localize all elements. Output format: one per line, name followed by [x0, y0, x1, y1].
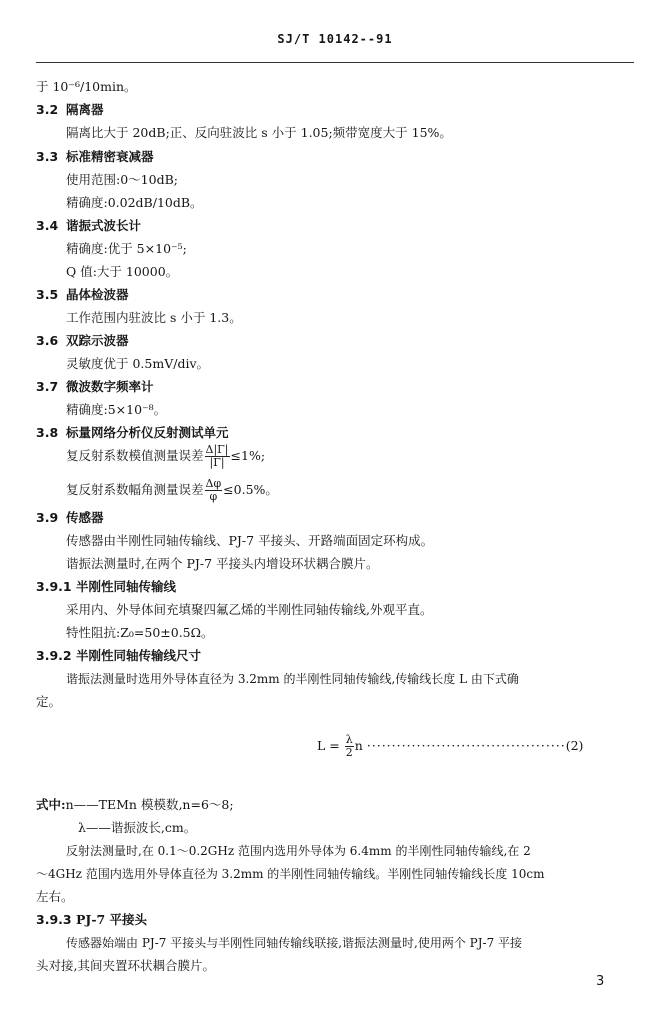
dot-leader: ········································: [366, 738, 566, 753]
section-heading-3-2: [36, 101, 104, 119]
text-fragment: ≤0.5%。: [223, 482, 278, 497]
section-title: 双踪示波器: [66, 333, 129, 348]
section-heading-3-4: [36, 217, 141, 235]
section-number: 3.9.1: [36, 579, 72, 594]
formula-2: [317, 734, 583, 759]
text-line: 左右。: [36, 889, 74, 904]
section-title: PJ-7 平接头: [76, 912, 148, 927]
fraction-denominator: φ: [209, 490, 218, 503]
section-title: 隔离器: [66, 102, 104, 117]
magnitude-error-line: [66, 442, 265, 470]
standard-code-header: SJ/T 10142--91: [277, 32, 393, 46]
section-number: 3.8: [36, 425, 59, 440]
section-number: 3.6: [36, 333, 59, 348]
fraction-denominator: |Γ|: [209, 456, 225, 469]
text-line: 头对接,其间夹置环状耦合膜片。: [36, 958, 215, 973]
section-heading-3-9-3: [36, 911, 147, 929]
text-line: 传感器由半刚性同轴传输线、PJ-7 平接头、开路端面固定环构成。: [66, 533, 434, 548]
section-number: 3.7: [36, 379, 59, 394]
section-heading-3-5: [36, 286, 129, 304]
text-line: 使用范围:0～10dB;: [66, 172, 178, 187]
section-title: 半刚性同轴传输线尺寸: [76, 648, 202, 663]
text-line: 谐振法测量时,在两个 PJ-7 平接头内增设环状耦合膜片。: [66, 556, 379, 571]
section-number: 3.9.3: [36, 912, 72, 927]
section-number: 3.5: [36, 287, 59, 302]
text-line: 采用内、外导体间充填聚四氟乙烯的半刚性同轴传输线,外观平直。: [66, 602, 433, 617]
section-title: 传感器: [66, 510, 104, 525]
section-title: 标准精密衰减器: [66, 149, 154, 164]
text-line: 反射法测量时,在 0.1～0.2GHz 范围内选用外导体为 6.4mm 的半刚性同轴传输线,在 2: [66, 844, 531, 858]
fraction-numerator: λ: [345, 733, 353, 746]
section-heading-3-3: [36, 148, 154, 166]
text-fragment: ≤1%;: [230, 448, 266, 463]
section-number: 3.9: [36, 510, 59, 525]
formula-number: (2): [565, 738, 584, 753]
text-line: Q 值:大于 10000。: [66, 264, 179, 279]
text-line: 传感器始端由 PJ-7 平接头与半刚性同轴传输线联接,谐振法测量时,使用两个 PJ-7 平接: [66, 936, 523, 950]
text-fragment: n——TEMn 模模数,n=6～8;: [65, 797, 234, 812]
section-heading-3-9-1: [36, 578, 176, 596]
fraction-numerator: Δφ: [205, 477, 222, 490]
section-title: 谐振式波长计: [66, 218, 142, 233]
section-heading-3-9: [36, 509, 104, 527]
text-line: 灵敏度优于 0.5mV/div。: [66, 356, 210, 371]
text-line: 精确度:优于 5×10⁻⁵;: [66, 241, 187, 256]
section-heading-3-9-2: [36, 647, 201, 665]
text-fragment: 复反射系数模值测量误差: [66, 448, 204, 463]
fraction: [205, 444, 230, 469]
section-number: 3.3: [36, 149, 59, 164]
section-number: 3.9.2: [36, 648, 72, 663]
text-line: 谐振法测量时选用外导体直径为 3.2mm 的半刚性同轴传输线,传输线长度 L 由下式确: [66, 672, 519, 686]
phase-error-line: [66, 476, 278, 504]
fraction: [345, 734, 354, 759]
fraction-denominator: 2: [345, 746, 353, 759]
section-title: 半刚性同轴传输线: [76, 579, 177, 594]
fraction: [205, 478, 223, 503]
section-heading-3-8: [36, 424, 229, 442]
formula-lhs: L =: [317, 738, 340, 753]
section-title: 晶体检波器: [66, 287, 129, 302]
section-title: 标量网络分析仪反射测试单元: [66, 425, 229, 440]
text-line: 精确度:5×10⁻⁸。: [66, 402, 167, 417]
text-line: ～4GHz 范围内选用外导体直径为 3.2mm 的半刚性同轴传输线。半刚性同轴传输线长度 10cm: [36, 867, 545, 881]
text-line: 隔离比大于 20dB;正、反向驻波比 s 小于 1.05;频带宽度大于 15%。: [66, 125, 452, 140]
section-number: 3.4: [36, 218, 59, 233]
section-heading-3-6: [36, 332, 129, 350]
text-line: 定。: [36, 694, 62, 709]
section-title: 微波数字频率计: [66, 379, 154, 394]
page-number: 3: [596, 974, 605, 989]
text-line: 精确度:0.02dB/10dB。: [66, 195, 203, 210]
text-line: 特性阻抗:Z₀=50±0.5Ω。: [66, 625, 214, 640]
formula-variable: n: [354, 738, 363, 753]
fraction-numerator: Δ|Γ|: [205, 443, 229, 456]
text-line: λ——谐振波长,cm。: [78, 820, 197, 835]
where-lead: 式中:: [36, 797, 66, 812]
header-rule: [36, 62, 634, 63]
section-heading-3-7: [36, 378, 154, 396]
section-number: 3.2: [36, 102, 59, 117]
text-fragment: 复反射系数幅角测量误差: [66, 482, 204, 497]
text-line: 于 10⁻⁶/10min。: [36, 79, 137, 94]
text-line: 工作范围内驻波比 s 小于 1.3。: [66, 310, 242, 325]
where-clause-line: [36, 796, 234, 814]
